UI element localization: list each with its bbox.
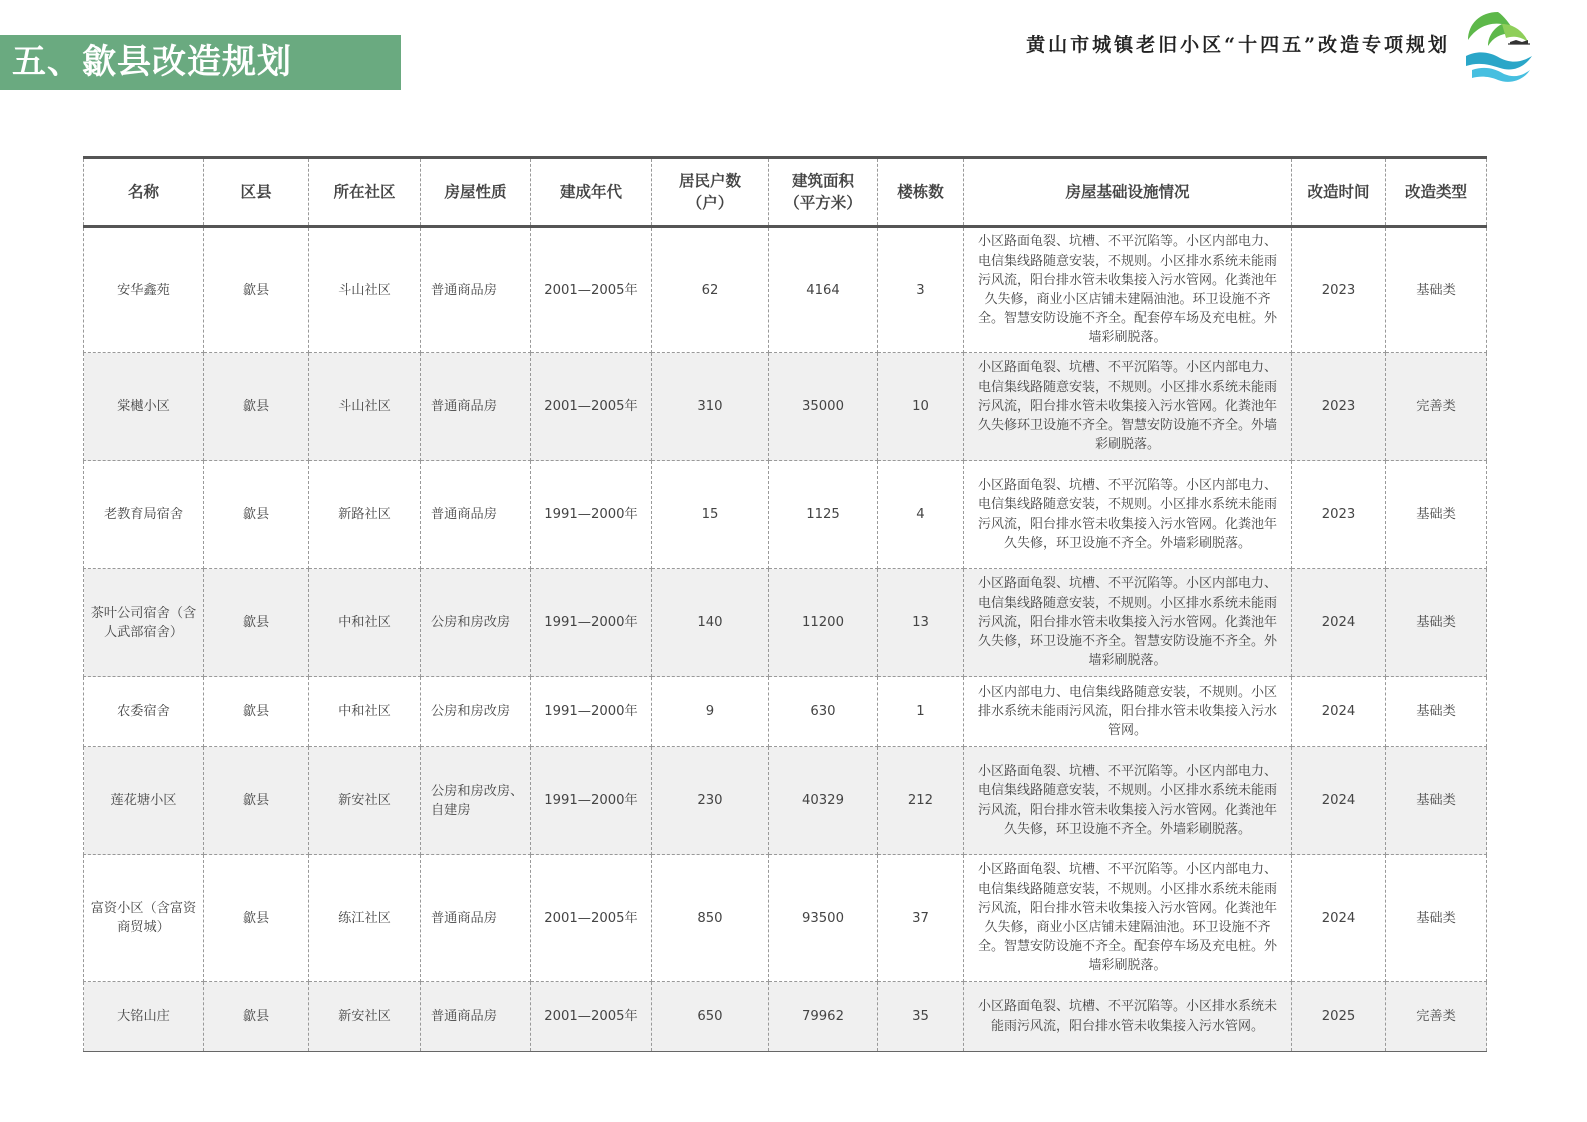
cell-type: 完善类 [1386,982,1487,1052]
cell-households: 230 [652,747,769,855]
cell-name: 老教育局宿舍 [84,461,204,569]
cell-type: 基础类 [1386,747,1487,855]
cell-nature: 普通商品房 [421,227,531,353]
column-header: 区县 [204,158,309,227]
cell-year: 2023 [1292,353,1386,461]
table-row [84,227,1487,353]
cell-era: 1991—2000年 [531,677,652,747]
table-row [84,982,1487,1052]
cell-name: 棠樾小区 [84,353,204,461]
cell-area: 35000 [769,353,878,461]
cell-nature: 普通商品房 [421,982,531,1052]
cell-nature: 公房和房改房 [421,677,531,747]
cell-year: 2024 [1292,855,1386,982]
cell-nature: 普通商品房 [421,461,531,569]
cell-facilities: 小区路面龟裂、坑槽、不平沉陷等。小区排水系统未能雨污风流，阳台排水管未收集接入污水管网。 [964,982,1292,1052]
cell-community: 斗山社区 [309,353,421,461]
cell-households: 62 [652,227,769,353]
cell-year: 2024 [1292,677,1386,747]
table-header-row [84,158,1487,227]
cell-nature: 普通商品房 [421,855,531,982]
cell-type: 基础类 [1386,227,1487,353]
cell-type: 基础类 [1386,855,1487,982]
cell-households: 650 [652,982,769,1052]
cell-era: 2001—2005年 [531,982,652,1052]
cell-era: 2001—2005年 [531,353,652,461]
cell-era: 2001—2005年 [531,855,652,982]
cell-facilities: 小区内部电力、电信集线路随意安装，不规则。小区排水系统未能雨污风流，阳台排水管未收集接入污水管网。 [964,677,1292,747]
table-row [84,461,1487,569]
cell-buildings: 37 [878,855,964,982]
cell-county: 歙县 [204,747,309,855]
cell-area: 40329 [769,747,878,855]
cell-buildings: 10 [878,353,964,461]
cell-facilities: 小区路面龟裂、坑槽、不平沉陷等。小区内部电力、电信集线路随意安装，不规则。小区排水系统未能雨污风流，阳台排水管未收集接入污水管网。化粪池年久失修环卫设施不齐全。智慧安防设施不齐全。外墙彩刷脱落。 [964,353,1292,461]
table-row [84,747,1487,855]
cell-type: 基础类 [1386,677,1487,747]
column-header: 楼栋数 [878,158,964,227]
cell-year: 2023 [1292,461,1386,569]
cell-area: 630 [769,677,878,747]
cell-county: 歙县 [204,569,309,677]
table-row [84,677,1487,747]
cell-era: 1991—2000年 [531,461,652,569]
cell-community: 新路社区 [309,461,421,569]
cell-type: 基础类 [1386,461,1487,569]
section-title-banner: 五、歙县改造规划 [0,35,401,90]
cell-era: 2001—2005年 [531,227,652,353]
cell-county: 歙县 [204,855,309,982]
column-header: 房屋性质 [421,158,531,227]
cell-households: 9 [652,677,769,747]
column-header: 建筑面积 （平方米） [769,158,878,227]
cell-year: 2023 [1292,227,1386,353]
cell-name: 农委宿舍 [84,677,204,747]
cell-facilities: 小区路面龟裂、坑槽、不平沉陷等。小区内部电力、电信集线路随意安装，不规则。小区排水系统未能雨污风流，阳台排水管未收集接入污水管网。化粪池年久失修，环卫设施不齐全。外墙彩刷脱落。 [964,747,1292,855]
huangshan-logo-icon [1458,6,1538,86]
column-header: 房屋基础设施情况 [964,158,1292,227]
cell-county: 歙县 [204,461,309,569]
cell-year: 2024 [1292,747,1386,855]
cell-name: 莲花塘小区 [84,747,204,855]
cell-facilities: 小区路面龟裂、坑槽、不平沉陷等。小区内部电力、电信集线路随意安装，不规则。小区排水系统未能雨污风流，阳台排水管未收集接入污水管网。化粪池年久失修，商业小区店铺未建隔油池。环卫设施不齐全。智慧安防设施不齐全。配套停车场及充电桩。外墙彩刷脱落。 [964,227,1292,353]
cell-buildings: 4 [878,461,964,569]
cell-area: 93500 [769,855,878,982]
cell-area: 11200 [769,569,878,677]
cell-community: 新安社区 [309,982,421,1052]
cell-area: 79962 [769,982,878,1052]
column-header: 名称 [84,158,204,227]
cell-community: 中和社区 [309,677,421,747]
cell-type: 完善类 [1386,353,1487,461]
table-row [84,855,1487,982]
cell-households: 850 [652,855,769,982]
cell-households: 15 [652,461,769,569]
column-header: 改造时间 [1292,158,1386,227]
cell-facilities: 小区路面龟裂、坑槽、不平沉陷等。小区内部电力、电信集线路随意安装，不规则。小区排水系统未能雨污风流，阳台排水管未收集接入污水管网。化粪池年久失修，商业小区店铺未建隔油池。环卫设施不齐全。智慧安防设施不齐全。配套停车场及充电桩。外墙彩刷脱落。 [964,855,1292,982]
cell-era: 1991—2000年 [531,747,652,855]
cell-county: 歙县 [204,353,309,461]
cell-county: 歙县 [204,227,309,353]
cell-households: 310 [652,353,769,461]
cell-county: 歙县 [204,982,309,1052]
cell-community: 新安社区 [309,747,421,855]
cell-nature: 普通商品房 [421,353,531,461]
column-header: 改造类型 [1386,158,1487,227]
cell-buildings: 35 [878,982,964,1052]
cell-buildings: 212 [878,747,964,855]
cell-county: 歙县 [204,677,309,747]
cell-households: 140 [652,569,769,677]
cell-facilities: 小区路面龟裂、坑槽、不平沉陷等。小区内部电力、电信集线路随意安装，不规则。小区排水系统未能雨污风流，阳台排水管未收集接入污水管网。化粪池年久失修，环卫设施不齐全。外墙彩刷脱落。 [964,461,1292,569]
cell-buildings: 3 [878,227,964,353]
cell-nature: 公房和房改房 [421,569,531,677]
cell-name: 富资小区（含富资商贸城） [84,855,204,982]
column-header: 建成年代 [531,158,652,227]
cell-nature: 公房和房改房、自建房 [421,747,531,855]
cell-facilities: 小区路面龟裂、坑槽、不平沉陷等。小区内部电力、电信集线路随意安装，不规则。小区排水系统未能雨污风流，阳台排水管未收集接入污水管网。化粪池年久失修，环卫设施不齐全。智慧安防设施不齐全。外墙彩刷脱落。 [964,569,1292,677]
document-title: 黄山市城镇老旧小区“十四五”改造专项规划 [1026,34,1450,56]
table-row [84,353,1487,461]
cell-name: 安华鑫苑 [84,227,204,353]
cell-era: 1991—2000年 [531,569,652,677]
column-header: 所在社区 [309,158,421,227]
cell-community: 中和社区 [309,569,421,677]
renovation-plan-table [83,156,1487,1052]
cell-area: 4164 [769,227,878,353]
table-row [84,569,1487,677]
cell-area: 1125 [769,461,878,569]
cell-buildings: 1 [878,677,964,747]
cell-community: 斗山社区 [309,227,421,353]
cell-year: 2024 [1292,569,1386,677]
cell-type: 基础类 [1386,569,1487,677]
cell-community: 练江社区 [309,855,421,982]
cell-name: 茶叶公司宿舍（含人武部宿舍） [84,569,204,677]
cell-name: 大铭山庄 [84,982,204,1052]
column-header: 居民户数 （户） [652,158,769,227]
cell-buildings: 13 [878,569,964,677]
cell-year: 2025 [1292,982,1386,1052]
